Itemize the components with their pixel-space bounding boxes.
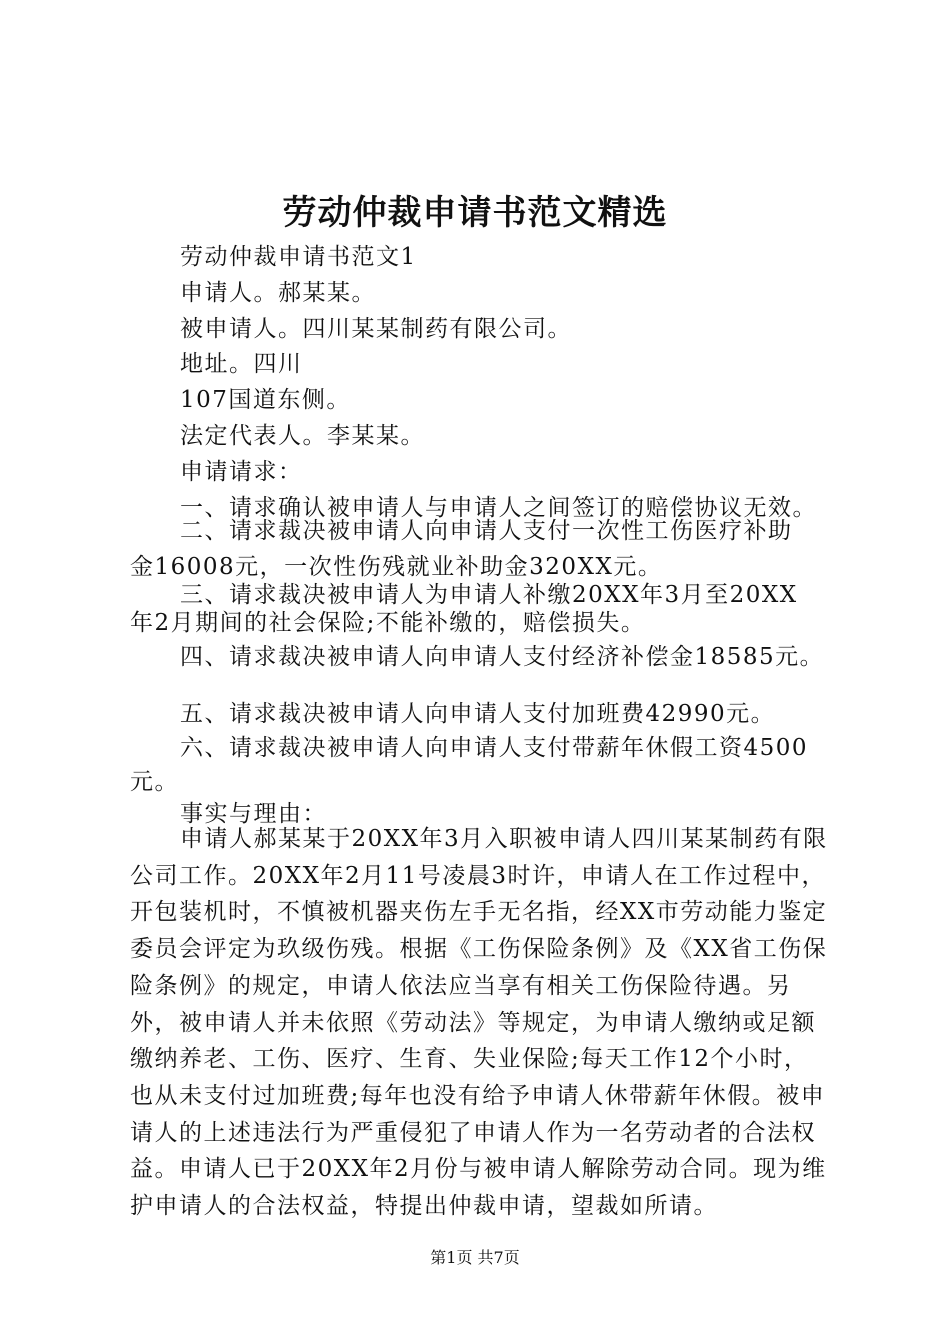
doc-line-claim-3-cont: 年2月期间的社会保险;不能补缴的，赔偿损失。 <box>130 610 646 636</box>
doc-line-respondent: 被申请人。四川某某制药有限公司。 <box>180 316 572 342</box>
doc-line-claim-1: 一、请求确认被申请人与申请人之间签订的赔偿协议无效。 <box>180 495 817 521</box>
doc-line-claim-3: 三、请求裁决被申请人为申请人补缴20XX年3月至20XX <box>180 582 798 608</box>
doc-line-claim-4: 四、请求裁决被申请人向申请人支付经济补偿金18585元。 <box>180 644 825 670</box>
doc-line-address: 地址。四川 <box>180 351 303 377</box>
doc-line-claim-2: 二、请求裁决被申请人向申请人支付一次性工伤医疗补助 <box>180 518 793 544</box>
doc-line-facts-heading: 事实与理由： <box>180 801 327 827</box>
document-title: 劳动仲裁申请书范文精选 <box>282 193 668 233</box>
doc-line-claim-6-cont: 元。 <box>130 769 179 795</box>
doc-line-legal-rep: 法定代表人。李某某。 <box>180 423 425 449</box>
doc-line-subtitle: 劳动仲裁申请书范文1 <box>180 244 417 270</box>
doc-line-claim-2-cont: 金16008元，一次性伤残就业补助金320XX元。 <box>130 554 663 580</box>
doc-line-applicant: 申请人。郝某某。 <box>180 280 376 306</box>
page-footer: 第1页 共7页 <box>430 1248 520 1267</box>
doc-line-address-road: 107国道东侧。 <box>180 387 351 413</box>
doc-line-claim-6: 六、请求裁决被申请人向申请人支付带薪年休假工资4500 <box>180 735 809 761</box>
doc-line-claim-5: 五、请求裁决被申请人向申请人支付加班费42990元。 <box>180 701 776 727</box>
doc-line-claims-heading: 申请请求： <box>180 459 303 485</box>
facts-paragraph: 申请人郝某某于20XX年3月入职被申请人四川某某制药有限公司工作。20XX年2月11号凌晨3时许，申请人在工作过程中，开包装机时，不慎被机器夹伤左手无名指，经XX市劳动能力鉴定委员会评定为玖级伤残。根据《工伤保险条例》及《XX省工伤保险条例》的规定，申请人依法应当享有相关工伤保险待遇。另外，被申请人并未依照《劳动法》等规定，为申请人缴纳或足额缴纳养老、工伤、医疗、生育、失业保险;每天工作12个小时，也从未支付过加班费;每年也没有给予申请人休带薪年休假。被申请人的上述违法行为严重侵犯了申请人作为一名劳动者的合法权益。申请人已于20XX年2月份与被申请人解除劳动合同。现为维护申请人的合法权益，特提出仲裁申请，望裁如所请。 <box>130 826 828 1220</box>
